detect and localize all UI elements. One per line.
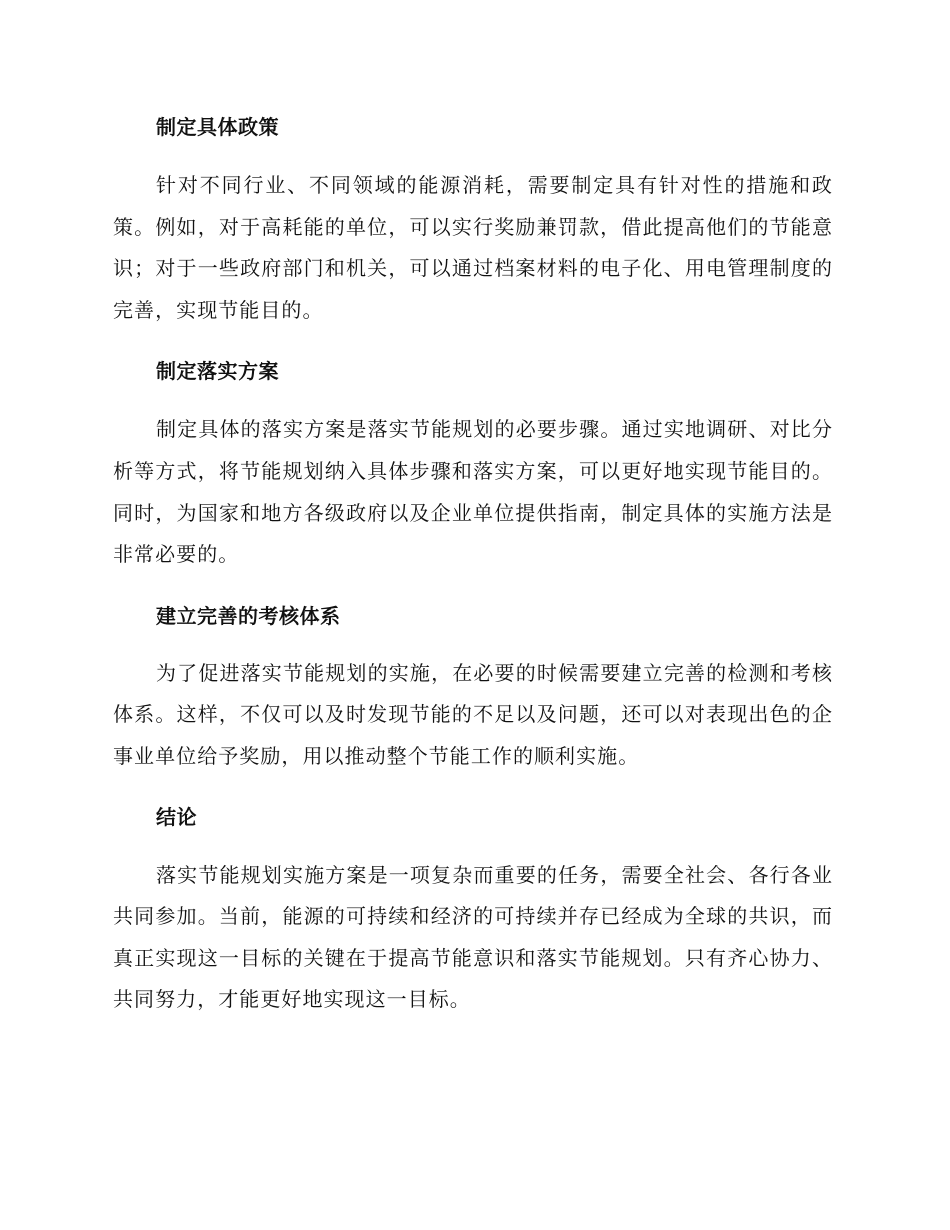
section-heading: 结论: [156, 804, 197, 829]
section-body: 制定具体的落实方案是落实节能规划的必要步骤。通过实地调研、对比分析等方式，将节能规划纳入具体步骤和落实方案，可以更好地实现节能目的。同时，为国家和地方各级政府以及企业单位提供指南，制定具体的实施方法是非常必要的。: [113, 417, 833, 567]
section-body: 为了促进落实节能规划的实施，在必要的时候需要建立完善的检测和考核体系。这样，不仅可以及时发现节能的不足以及问题，还可以对表现出色的企事业单位给予奖励，用以推动整个节能工作的顺利实施。: [113, 660, 833, 768]
document-page: [113, 111, 833, 1021]
section-conclusion: [113, 801, 833, 1021]
section-assessment-system: [113, 600, 833, 778]
section-body: 针对不同行业、不同领域的能源消耗，需要制定具有针对性的措施和政策。例如，对于高耗能的单位，可以实行奖励兼罚款，借此提高他们的节能意识；对于一些政府部门和机关，可以通过档案材料的电子化、用电管理制度的完善，实现节能目的。: [113, 173, 833, 322]
section-heading: 建立完善的考核体系: [156, 603, 341, 628]
section-implementation-plan: [113, 355, 833, 575]
section-body: 落实节能规划实施方案是一项复杂而重要的任务，需要全社会、各行各业共同参加。当前，能源的可持续和经济的可持续并存已经成为全球的共识，而真正实现这一目标的关键在于提高节能意识和落实节能规划。只有齐心协力、共同努力，才能更好地实现这一目标。: [113, 862, 833, 1012]
section-heading: 制定具体政策: [156, 115, 279, 139]
section-heading: 制定落实方案: [156, 359, 279, 384]
section-specific-policy: [113, 111, 833, 331]
